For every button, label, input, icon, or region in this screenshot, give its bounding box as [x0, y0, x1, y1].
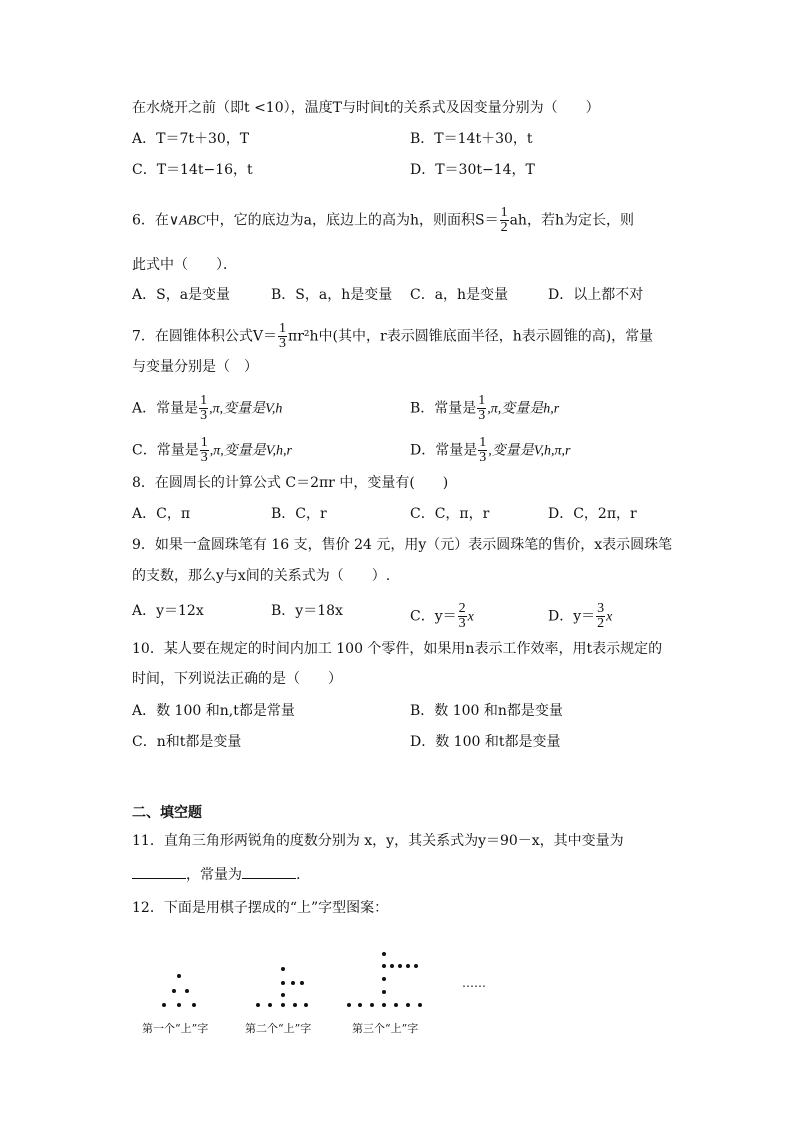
chess-piece-dot — [382, 977, 386, 981]
q9-c-num: 2 — [458, 601, 466, 616]
chess-piece-dot — [414, 964, 418, 968]
q11-answer-line — [132, 866, 300, 884]
q9-option-b: B．y＝18x — [271, 603, 343, 619]
q7-d-post: ,变量是V,h,π,r — [488, 443, 571, 459]
q7-option-a — [132, 394, 282, 423]
q10-option-d: D．数 100 和t都是变量 — [410, 734, 561, 750]
q7-b-fraction — [477, 394, 486, 423]
q7-c-fraction — [200, 436, 209, 465]
q7-b-den: 3 — [478, 408, 486, 423]
q7-a-pre: A．常量是 — [132, 400, 199, 417]
q12-caption-2: 第二个“上”字 — [245, 1022, 312, 1035]
q10-option-a: A．数 100 和n,t都是常量 — [132, 703, 295, 719]
q6-option-d: D．以上都不对 — [548, 287, 644, 303]
q6-option-a: A．S，a是变量 — [132, 287, 231, 303]
q10-stem: 10．某人要在规定的时间内加工 100 个零件，如果用n表示工作效率，用t表示规定的 — [132, 641, 663, 657]
q8-stem: 8．在圆周长的计算公式 C＝2πr 中，变量有( ) — [132, 475, 449, 491]
chess-piece-dot — [390, 964, 394, 968]
chess-piece-dot — [192, 1003, 196, 1007]
q8-option-d: D．C，2π，r — [548, 506, 637, 522]
chess-piece-dot — [347, 1003, 351, 1007]
q12-caption-3: 第三个“上”字 — [352, 1022, 419, 1035]
q7-option-c — [132, 436, 292, 465]
q9-stem2: 的支数，那么y与x间的关系式为（ ）. — [132, 568, 391, 584]
q6-stem — [132, 206, 634, 235]
q5-stem: 在水烧开之前（即t <10），温度T与时间t的关系式及因变量分别为（ ） — [132, 100, 600, 116]
section-heading: 二、填空题 — [132, 805, 202, 821]
q6-stem-a: 6．在 — [132, 212, 169, 229]
q8-option-b: B．C，r — [271, 506, 327, 522]
q9-c-fraction — [458, 602, 467, 631]
q6-stem-c: ah，若h为定长，则 — [509, 212, 634, 229]
chess-piece-dot — [382, 964, 386, 968]
chess-piece-dot — [418, 1003, 422, 1007]
q7-b-pre: B．常量是 — [410, 400, 477, 417]
q7-d-num: 1 — [479, 435, 487, 450]
chess-piece-dot — [177, 974, 181, 978]
q10-option-c: C．n和t都是变量 — [132, 734, 242, 750]
q9-d-fraction — [596, 602, 605, 631]
q6-stem-b: 中，它的底边为a，底边上的高为h，则面积S＝ — [205, 212, 499, 229]
chess-piece-dot — [281, 981, 285, 985]
q6-frac-num: 1 — [500, 205, 508, 220]
chess-piece-dot — [162, 1003, 166, 1007]
q7-d-pre: D．常量是 — [410, 442, 478, 459]
chess-piece-dot — [291, 981, 295, 985]
chess-piece-dot — [382, 952, 386, 956]
chess-piece-dot — [281, 993, 285, 997]
q8-option-c: C．C，π，r — [410, 506, 490, 522]
chess-piece-dot — [382, 1003, 386, 1007]
q9-d-pre: D．y＝ — [548, 608, 596, 625]
chess-piece-dot — [172, 989, 176, 993]
chess-piece-dot — [406, 1003, 410, 1007]
q9-option-a: A．y＝12x — [132, 603, 204, 619]
chess-piece-dot — [370, 1003, 374, 1007]
chess-piece-dot — [256, 1003, 260, 1007]
q7-frac-den: 3 — [279, 336, 287, 351]
q12-ellipsis: …… — [462, 976, 486, 990]
chess-piece-dot — [268, 1003, 272, 1007]
q6-option-b: B．S，a，h是变量 — [271, 287, 393, 303]
q7-c-pre: C．常量是 — [132, 442, 199, 459]
chess-piece-dot — [382, 990, 386, 994]
q9-option-c — [410, 602, 474, 631]
q11-blank-constant[interactable] — [242, 866, 296, 879]
q6-triangle: ∨ABC — [168, 213, 206, 229]
q7-a-num: 1 — [200, 393, 208, 408]
q7-c-post: ,π,变量是V,h,r — [209, 443, 292, 459]
chess-piece-dot — [177, 1003, 181, 1007]
q7-a-den: 3 — [200, 408, 208, 423]
q7-d-den: 3 — [479, 450, 487, 465]
q9-stem: 9．如果一盒圆珠笔有 16 支，售价 24 元，用y（元）表示圆珠笔的售价，x表示圆珠笔 — [132, 537, 673, 553]
q9-c-den: 3 — [458, 616, 466, 631]
q8-option-a: A．C，π — [132, 506, 191, 522]
q9-d-post: x — [606, 609, 613, 625]
q7-b-num: 1 — [478, 393, 486, 408]
q7-option-b — [410, 394, 559, 423]
chess-piece-dot — [185, 989, 189, 993]
q12-stem: 12．下面是用棋子摆成的“上”字型图案： — [132, 900, 389, 916]
chess-piece-dot — [394, 1003, 398, 1007]
q9-d-den: 2 — [597, 616, 605, 631]
q11-blank-a-label: ，常量为 — [186, 867, 242, 883]
q5-option-d: D．T＝30t−14，T — [410, 162, 535, 178]
chess-piece-dot — [281, 1003, 285, 1007]
q7-stem-a: 7．在圆锥体积公式V＝ — [132, 328, 278, 345]
q9-c-pre: C．y＝ — [410, 608, 457, 625]
q9-option-d — [548, 602, 612, 631]
q7-stem2: 与变量分别是（ ） — [132, 359, 258, 375]
q5-option-a: A．T＝7t＋30，T — [132, 131, 250, 147]
chess-piece-dot — [398, 964, 402, 968]
q7-a-fraction — [199, 394, 208, 423]
q7-c-den: 3 — [200, 450, 208, 465]
chess-piece-dot — [300, 981, 304, 985]
q12-caption-1: 第一个“上”字 — [142, 1022, 209, 1035]
q11-blank-variable[interactable] — [132, 866, 186, 879]
q10-stem2: 时间，下列说法正确的是（ ） — [132, 671, 342, 687]
q11-stem: 11．直角三角形两锐角的度数分别为 x，y，其关系式为y＝90－x，其中变量为 — [132, 833, 624, 849]
q11-end: . — [296, 867, 301, 883]
q7-option-d — [410, 436, 570, 465]
q6-frac-den: 2 — [500, 220, 508, 235]
q5-option-c: C．T＝14t−16，t — [132, 162, 253, 178]
q7-fraction — [278, 322, 287, 351]
q7-b-post: ,π,变量是h,r — [487, 401, 560, 417]
q5-option-b: B．T＝14t＋30，t — [410, 131, 533, 147]
q9-d-num: 3 — [597, 601, 605, 616]
q7-c-num: 1 — [200, 435, 208, 450]
q7-frac-num: 1 — [279, 321, 287, 336]
chess-piece-dot — [358, 1003, 362, 1007]
q7-a-post: ,π,变量是V,h — [209, 401, 283, 417]
q6-fraction — [500, 206, 509, 235]
chess-piece-dot — [293, 1003, 297, 1007]
q10-option-b: B．数 100 和n都是变量 — [410, 703, 563, 719]
chess-piece-dot — [304, 1003, 308, 1007]
chess-piece-dot — [281, 967, 285, 971]
q7-d-fraction — [478, 436, 487, 465]
q6-stem2: 此式中（ ）． — [132, 257, 237, 273]
q7-stem-b: πr²h中(其中，r表示圆锥底面半径，h表示圆锥的高)，常量 — [288, 328, 654, 345]
q6-option-c: C．a，h是变量 — [410, 287, 509, 303]
q9-c-post: x — [467, 609, 474, 625]
q7-stem — [132, 322, 653, 351]
chess-piece-dot — [406, 964, 410, 968]
